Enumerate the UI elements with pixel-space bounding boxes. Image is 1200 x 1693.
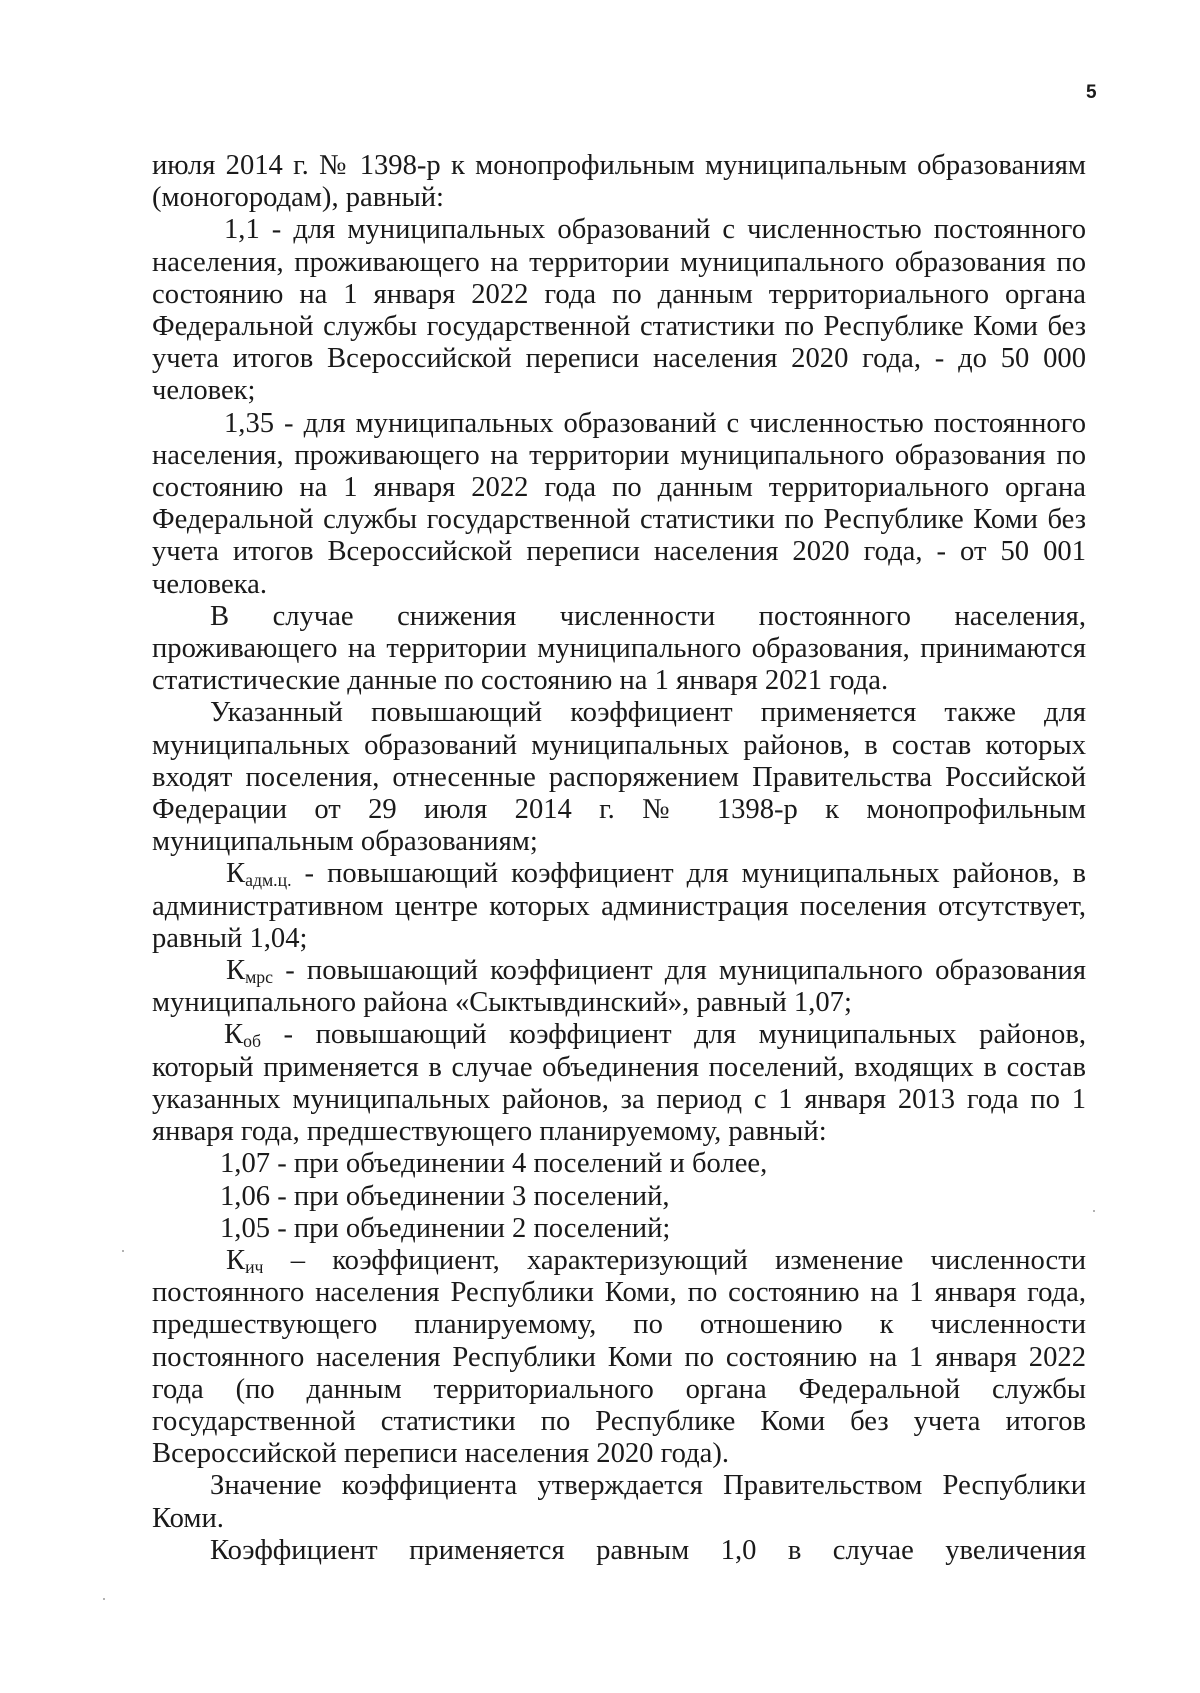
paragraph-coefficient-equals-one: Коэффициент применяется равным 1,0 в случае увеличения — [210, 1534, 1086, 1566]
paragraph-merge-4: 1,07 - при объединении 4 поселений и более, — [220, 1148, 768, 1180]
paragraph-coefficient-1-35: 1,35 - для муниципальных образований с численностью постоянного населения, проживающего на территории муниципального образования по состоянию на 1 января 2022 года по данным территориального органа Федеральной службы государственной статистики по Республике Коми без учета итогов Всероссийской переписи населения 2020 года, - от 50 001 человека. — [152, 407, 1086, 600]
coefficient-subscript: об — [243, 1031, 261, 1052]
scan-speck — [122, 1250, 124, 1252]
paragraph-coefficient-applies: Указанный повышающий коэффициент применяется также для муниципальных образований муниципальных районов, в состав которых входят поселения, отнесенные распоряжением Правительства Российской Федерации от 29 июля 2014 г. № 1398-р к монопрофильным муниципальным образованиям; — [152, 697, 1086, 858]
coefficient-symbol: К — [226, 1244, 246, 1276]
paragraph-k-mrs — [152, 955, 1086, 1019]
paragraph-k-ob — [152, 1019, 1086, 1148]
coefficient-subscript: ич — [245, 1256, 264, 1277]
coefficient-subscript: мрс — [245, 966, 274, 987]
coefficient-definition: - повышающий коэффициент для муниципального образования муниципального района «Сыктывдинский», равный 1,07; — [152, 955, 1086, 1019]
scan-speck — [1093, 1210, 1095, 1212]
coefficient-symbol: К — [226, 955, 246, 987]
coefficient-symbol: К — [226, 858, 246, 890]
scan-speck — [103, 1598, 105, 1600]
paragraph-k-adm — [152, 858, 1086, 955]
paragraph-k-ich — [152, 1245, 1086, 1470]
document-body — [152, 150, 1086, 1567]
coefficient-definition: – коэффициент, характеризующий изменение численности постоянного населения Республики Коми, по состоянию на 1 января года, предшествующего планируемому, по отношению к численности постоянного населения Республики Коми по состоянию на 1 января 2022 года (по данным территориального органа Федеральной службы государственной статистики по Республике Коми без учета итогов Всероссийской переписи населения 2020 года). — [152, 1244, 1086, 1470]
paragraph-merge-2: 1,05 - при объединении 2 поселений; — [220, 1212, 671, 1244]
paragraph-population-decrease: В случае снижения численности постоянного населения, проживающего на территории муниципального образования, принимаются статистические данные по состоянию на 1 января 2021 года. — [152, 600, 1086, 697]
coefficient-subscript: адм.ц. — [245, 870, 292, 891]
paragraph-coefficient-1-1: 1,1 - для муниципальных образований с численностью постоянного населения, проживающего на территории муниципального образования по состоянию на 1 января 2022 года по данным территориального органа Федеральной службы государственной статистики по Республике Коми без учета итогов Всероссийской переписи населения 2020 года, - до 50 000 человек; — [152, 214, 1086, 407]
coefficient-symbol: К — [224, 1019, 244, 1051]
paragraph-merge-3: 1,06 - при объединении 3 поселений, — [220, 1180, 670, 1212]
paragraph-coefficient-approval: Значение коэффициента утверждается Правительством Республики Коми. — [152, 1470, 1086, 1534]
coefficient-definition: - повышающий коэффициент для муниципальных районов, в административном центре которых администрация поселения отсутствует, равный 1,04; — [152, 858, 1086, 954]
coefficient-definition: - повышающий коэффициент для муниципальных районов, который применяется в случае объединения поселений, входящих в состав указанных муниципальных районов, за период с 1 января 2013 года по 1 января года, предшествующего планируемому, равный: — [152, 1019, 1086, 1148]
page-number: 5 — [1086, 82, 1097, 103]
paragraph-continuation: июля 2014 г. № 1398-р к монопрофильным муниципальным образованиям (моногородам), равный: — [152, 150, 1086, 214]
